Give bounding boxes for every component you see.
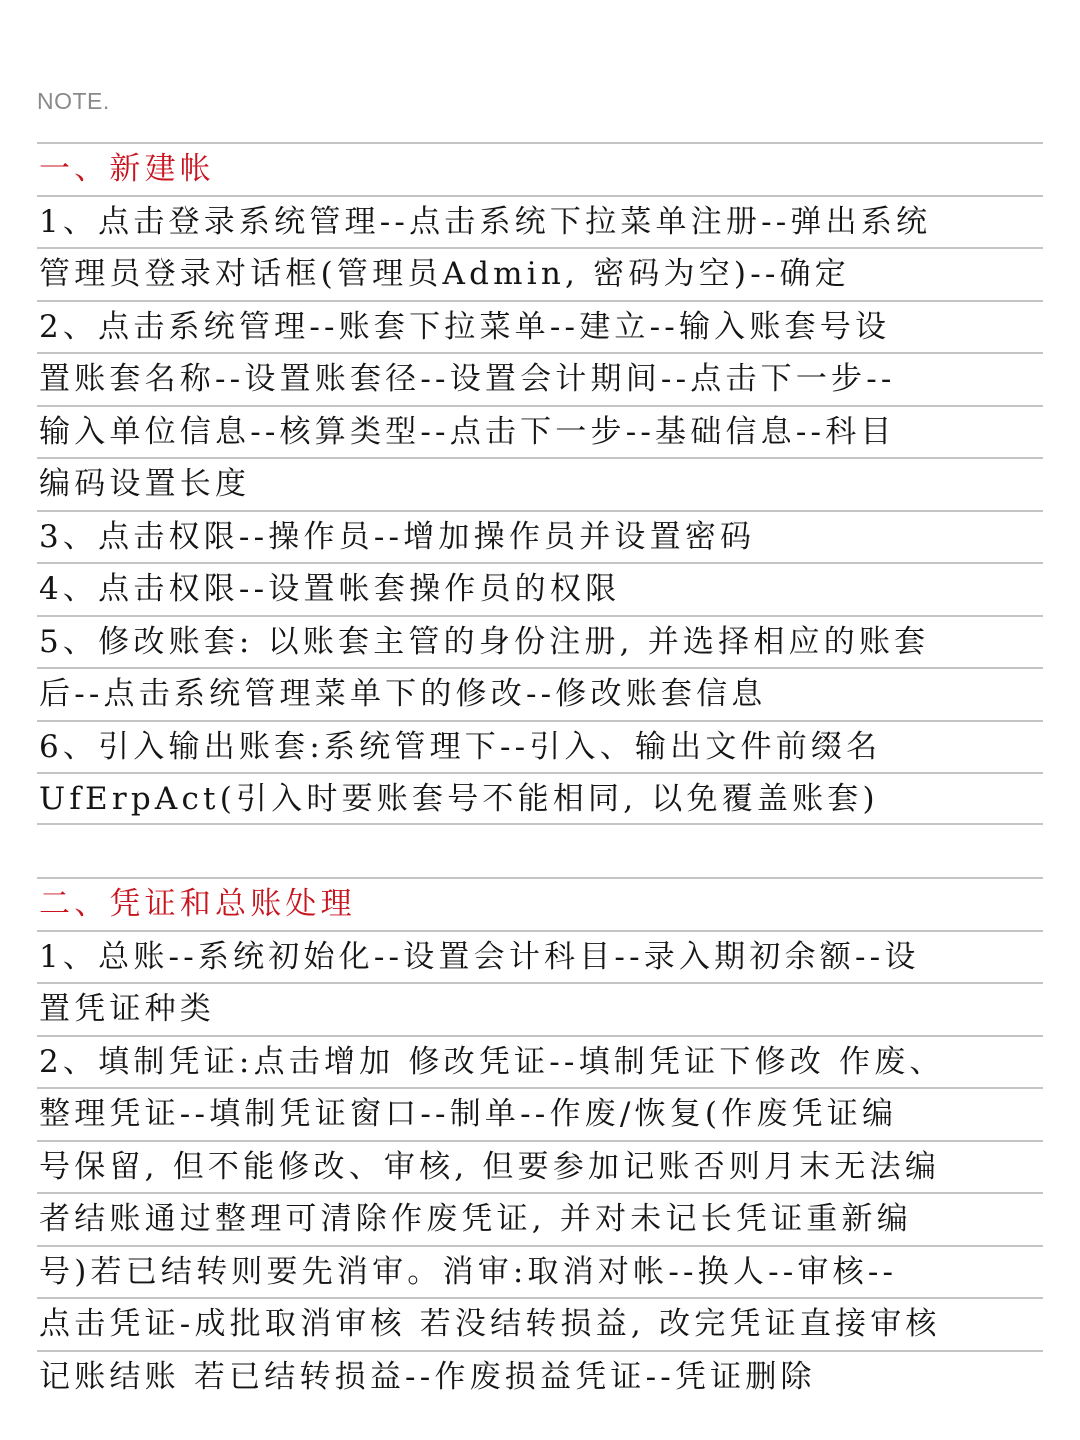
note-line: 记账结账 若已结转损益--作废损益凭证--凭证删除 <box>37 1350 1043 1403</box>
note-line: 后--点击系统管理菜单下的修改--修改账套信息 <box>37 667 1043 720</box>
note-header: NOTE. <box>37 88 110 114</box>
note-line: 整理凭证--填制凭证窗口--制单--作废/恢复(作废凭证编 <box>37 1087 1043 1140</box>
note-line: 4、点击权限--设置帐套操作员的权限 <box>37 562 1043 615</box>
note-line: 编码设置长度 <box>37 457 1043 510</box>
note-line: 输入单位信息--核算类型--点击下一步--基础信息--科目 <box>37 405 1043 458</box>
note-line: 2、点击系统管理--账套下拉菜单--建立--输入账套号设 <box>37 300 1043 353</box>
section-voucher-ledger <box>37 877 1043 1402</box>
note-line: 管理员登录对话框(管理员Admin, 密码为空)--确定 <box>37 247 1043 300</box>
note-line: 号)若已结转则要先消审。消审:取消对帐--换人--审核-- <box>37 1245 1043 1298</box>
note-line: 点击凭证-成批取消审核 若没结转损益, 改完凭证直接审核 <box>37 1297 1043 1350</box>
note-line: 1、点击登录系统管理--点击系统下拉菜单注册--弹出系统 <box>37 195 1043 248</box>
section-new-account <box>37 142 1043 825</box>
note-line: 2、填制凭证:点击增加 修改凭证--填制凭证下修改 作废、 <box>37 1035 1043 1088</box>
note-line: 置账套名称--设置账套径--设置会计期间--点击下一步-- <box>37 352 1043 405</box>
note-line: 置凭证种类 <box>37 982 1043 1035</box>
note-line: 者结账通过整理可清除作废凭证, 并对未记长凭证重新编 <box>37 1192 1043 1245</box>
note-line: 1、总账--系统初始化--设置会计科目--录入期初余额--设 <box>37 930 1043 983</box>
section-title: 一、新建帐 <box>37 142 1043 195</box>
note-line: 6、引入输出账套:系统管理下--引入、输出文件前缀名 <box>37 720 1043 773</box>
note-line: UfErpAct(引入时要账套号不能相同, 以免覆盖账套) <box>37 772 1043 825</box>
note-line: 5、修改账套: 以账套主管的身份注册, 并选择相应的账套 <box>37 615 1043 668</box>
note-line: 号保留, 但不能修改、审核, 但要参加记账否则月末无法编 <box>37 1140 1043 1193</box>
note-line: 3、点击权限--操作员--增加操作员并设置密码 <box>37 510 1043 563</box>
section-title: 二、凭证和总账处理 <box>37 877 1043 930</box>
